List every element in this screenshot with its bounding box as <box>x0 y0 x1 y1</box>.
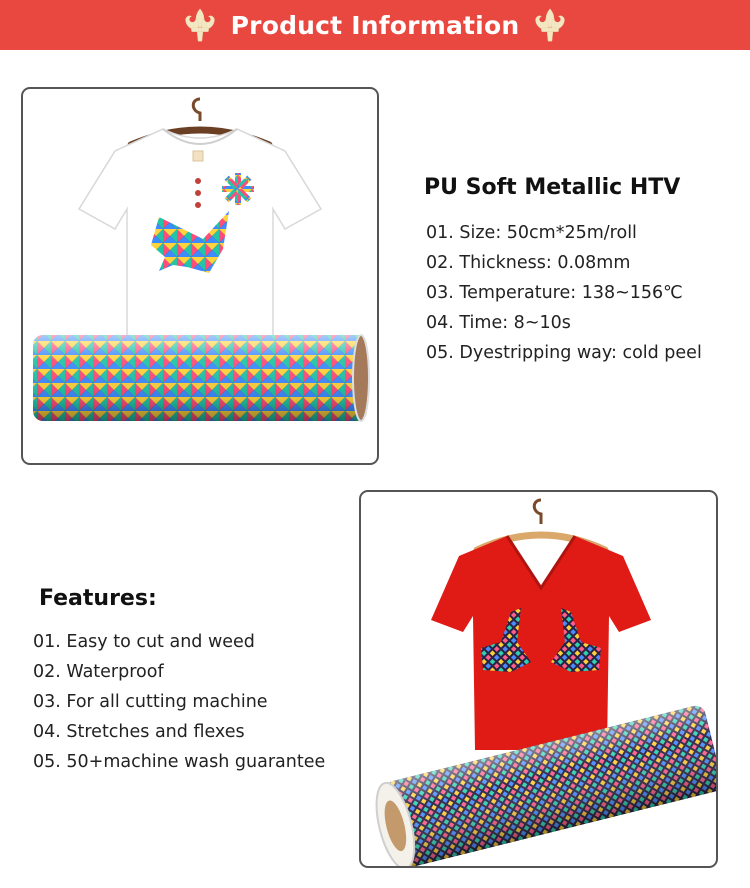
product-title: PU Soft Metallic HTV <box>424 175 681 200</box>
red-tshirt-illustration <box>361 492 716 866</box>
feature-item: 05. 50+machine wash guarantee <box>33 752 326 772</box>
feature-item: 03. For all cutting machine <box>33 692 268 712</box>
feature-item: 02. Waterproof <box>33 662 164 682</box>
banner-title: Product Information <box>230 10 520 40</box>
feature-item: 01. Easy to cut and weed <box>33 632 255 652</box>
white-tshirt-product-photo <box>21 87 379 465</box>
spec-item: 02. Thickness: 0.08mm <box>426 253 631 273</box>
red-tshirt-product-photo <box>359 490 718 868</box>
feature-item: 04. Stretches and flexes <box>33 722 245 742</box>
product-information-banner <box>0 0 750 50</box>
white-tshirt-illustration <box>23 89 377 463</box>
fleur-de-lis-icon <box>531 5 569 45</box>
spec-item: 01. Size: 50cm*25m/roll <box>426 223 637 243</box>
spec-item: 04. Time: 8~10s <box>426 313 571 333</box>
spec-item: 03. Temperature: 138~156℃ <box>426 283 683 303</box>
spec-list <box>426 218 702 368</box>
spec-item: 05. Dyestripping way: cold peel <box>426 343 702 363</box>
fleur-de-lis-icon <box>181 5 219 45</box>
features-title: Features: <box>39 586 157 611</box>
features-list <box>33 627 325 777</box>
